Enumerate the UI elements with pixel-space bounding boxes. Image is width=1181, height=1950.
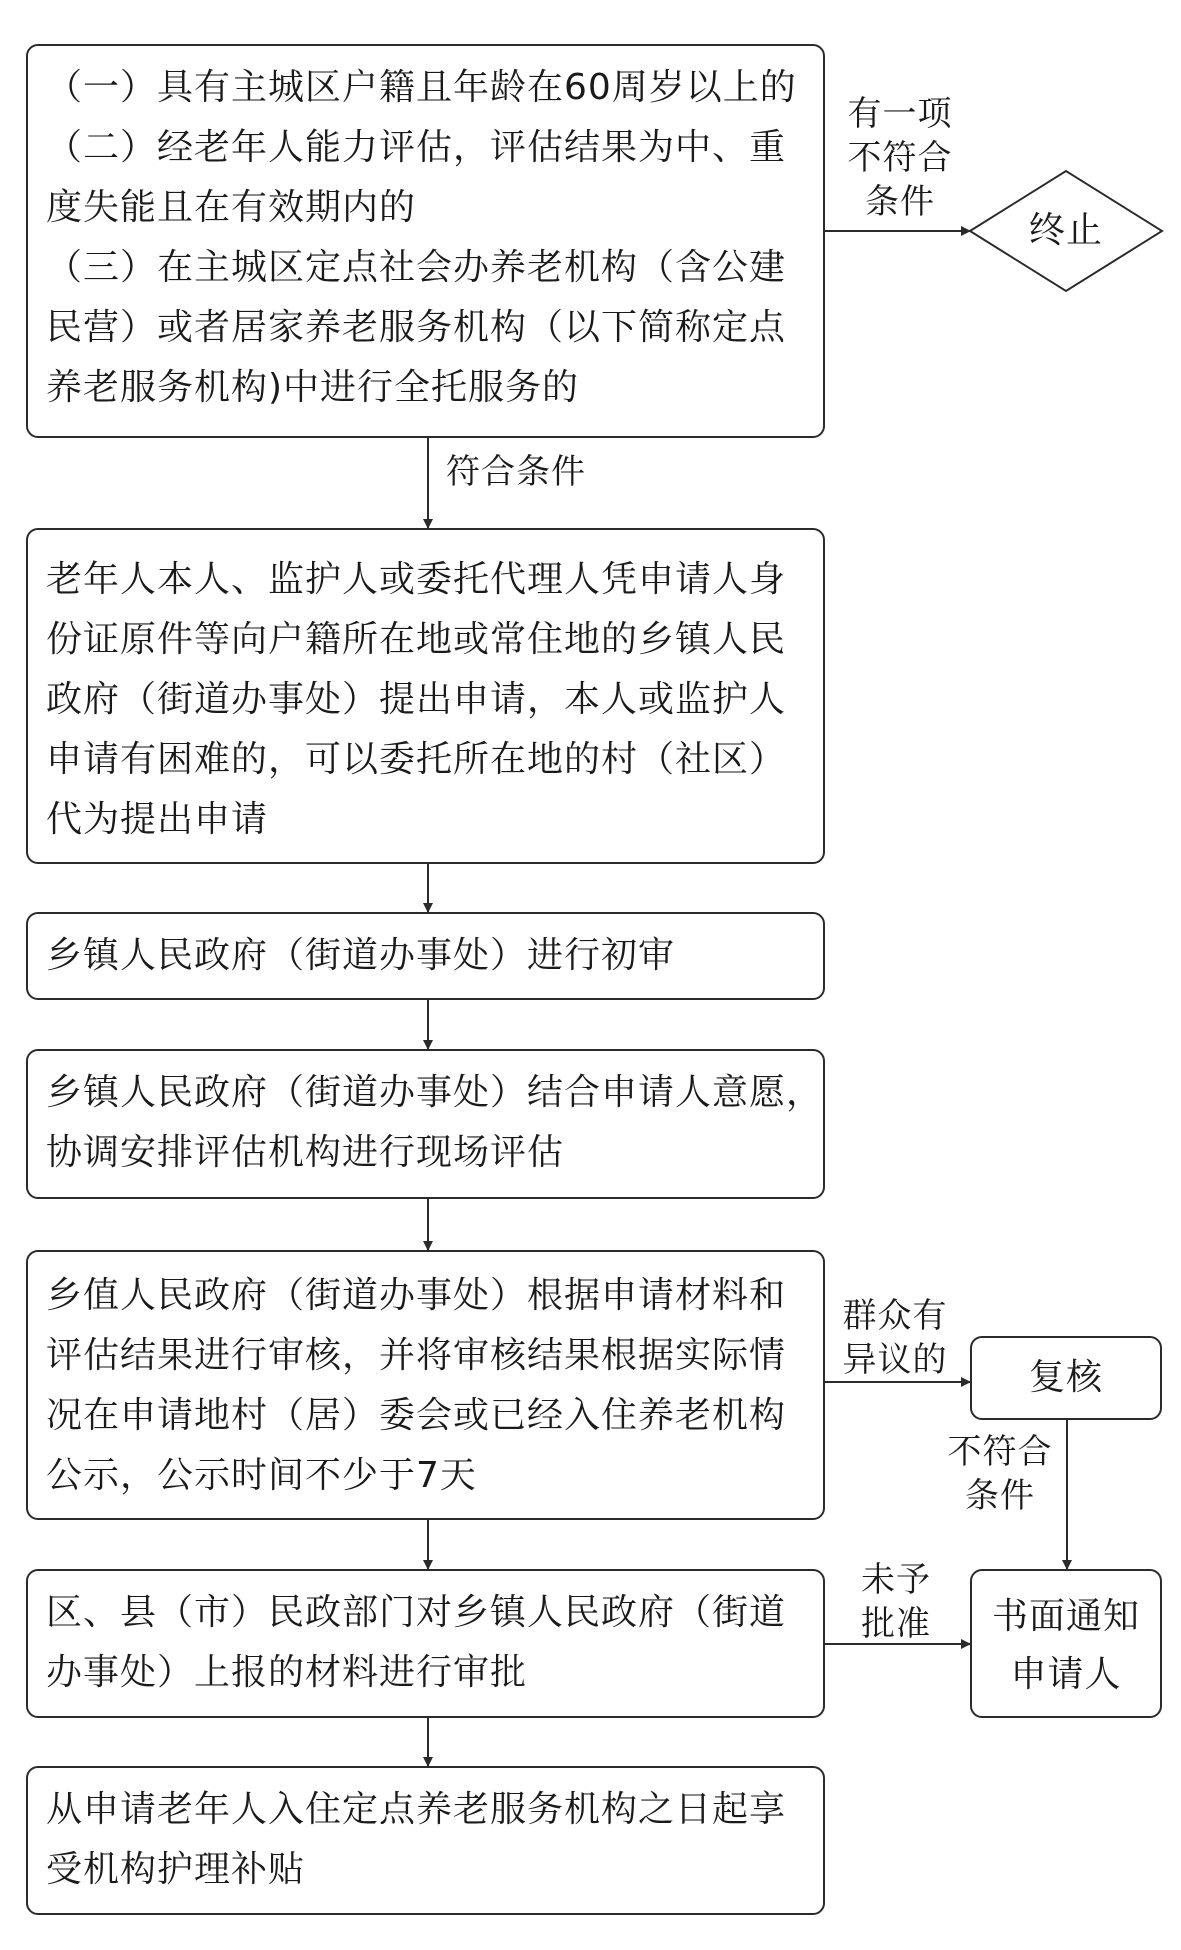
not-qualified-label-line: 不符合: [947, 1432, 1053, 1472]
review-line: 评估结果进行审核，并将审核结果根据实际情: [46, 1335, 787, 1376]
subsidy-line: 从申请老年人入住定点养老服务机构之日起享: [46, 1789, 787, 1830]
subsidy-line: 受机构护理补贴: [46, 1849, 306, 1890]
approval-line: 办事处）上报的材料进行审批: [46, 1652, 528, 1693]
apply-line: 政府（街道办事处）提出申请，本人或监护人: [46, 679, 787, 720]
approval-box: [26, 1569, 825, 1718]
not-qualified-label-line: 条件: [965, 1476, 1035, 1516]
objection-label-line: 群众有: [842, 1296, 948, 1336]
apply-line: 申请有困难的，可以委托所在地的村（社区）: [46, 739, 787, 780]
recheck-label: 复核: [1028, 1357, 1103, 1398]
not-approved-label-line: 批准: [861, 1604, 931, 1644]
conditions-line: （一）具有主城区户籍且年龄在60周岁以上的: [46, 67, 797, 108]
initial-review-line: 乡镇人民政府（街道办事处）进行初审: [46, 935, 676, 976]
conditions-line: 民营）或者居家养老服务机构（以下简称定点: [46, 307, 787, 348]
approval-line: 区、县（市）民政部门对乡镇人民政府（街道: [46, 1592, 787, 1633]
fail-label-line: 不符合: [847, 138, 953, 178]
conditions-line: 度失能且在有效期内的: [46, 187, 417, 228]
apply-line: 代为提出申请: [46, 799, 269, 840]
review-line: 乡值人民政府（街道办事处）根据申请材料和: [46, 1275, 787, 1316]
assessment-line: 乡镇人民政府（街道办事处）结合申请人意愿，: [46, 1072, 824, 1113]
review-line: 况在申请地村（居）委会或已经入住养老机构: [46, 1395, 787, 1436]
fail-label-line: 有一项: [847, 94, 953, 134]
notify-box: [970, 1569, 1162, 1718]
terminate-label: 终止: [1028, 210, 1103, 251]
notify-line: 书面通知: [991, 1596, 1140, 1637]
objection-label-line: 异议的: [842, 1340, 948, 1380]
review-line: 公示，公示时间不少于7天: [46, 1455, 477, 1496]
apply-box: [26, 528, 825, 864]
recheck-box: [970, 1336, 1162, 1420]
fail-label-line: 条件: [865, 182, 935, 222]
apply-line: 老年人本人、监护人或委托代理人凭申请人身: [46, 559, 787, 600]
not-approved-label-line: 未予: [861, 1560, 931, 1600]
conditions-line: （二）经老年人能力评估，评估结果为中、重: [46, 127, 787, 168]
conditions-box: [26, 44, 825, 438]
qualified-label: 符合条件: [446, 452, 586, 492]
conditions-line: （三）在主城区定点社会办养老机构（含公建: [46, 247, 787, 288]
assessment-box: [26, 1049, 825, 1199]
apply-line: 份证原件等向户籍所在地或常住地的乡镇人民: [46, 619, 787, 660]
notify-line: 申请人: [1010, 1654, 1122, 1695]
conditions-line: 养老服务机构)中进行全托服务的: [46, 367, 580, 408]
subsidy-box: [26, 1766, 825, 1915]
initial-review-box: [26, 912, 825, 1000]
review-box: [26, 1250, 825, 1520]
assessment-line: 协调安排评估机构进行现场评估: [46, 1132, 565, 1173]
